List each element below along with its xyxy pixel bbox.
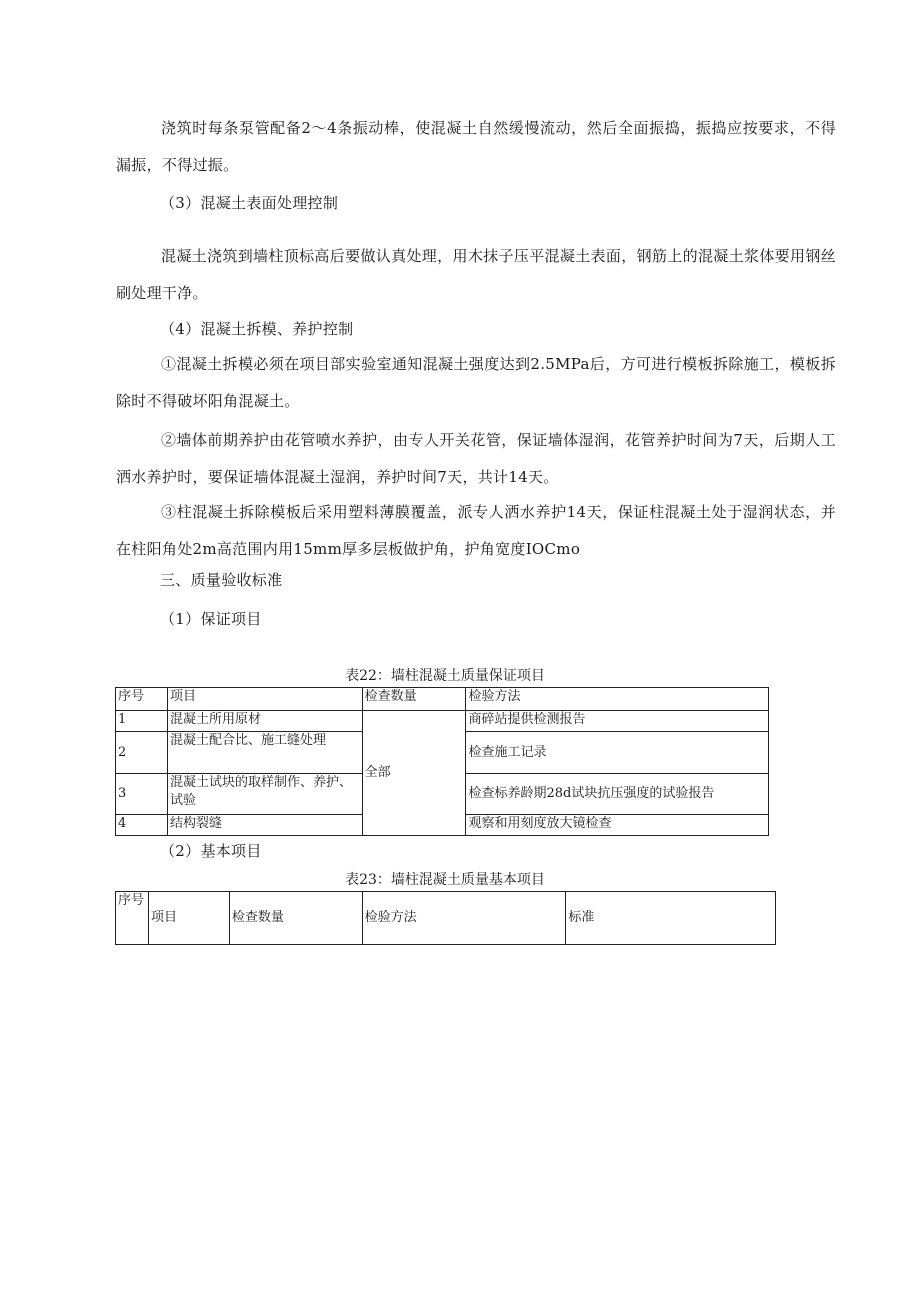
table23-header-standard: 标准 [566, 892, 776, 945]
table22-row2-item: 混凝土配合比、施工缝处理 [167, 732, 362, 774]
table23-header-method: 检验方法 [362, 892, 566, 945]
table22-row3-method: 检查标养龄期28d试块抗压强度的试验报告 [466, 774, 769, 815]
table22-row4-method: 观察和用刻度放大镜检查 [466, 815, 769, 836]
paragraph-formwork: ①混凝土拆模必须在项目部实验室通知混凝土强度达到2.5MPa后，方可进行模板拆除施工，模板拆除时不得破坏阳角混凝土。 [116, 355, 836, 410]
table22-header-method: 检验方法 [466, 688, 769, 711]
paragraph-surface: 混凝土浇筑到墙柱顶标高后要做认真处理，用木抹子压平混凝土表面，钢筋上的混凝土浆体要用钢丝刷处理干净。 [116, 247, 836, 302]
section-quality-standards: 三、质量验收标准 [160, 571, 283, 589]
table22-row2-method: 检查施工记录 [466, 732, 769, 774]
table22-row2-no: 2 [116, 732, 168, 774]
table22-header-no: 序号 [116, 688, 168, 711]
subheading-guarantee-items: （1）保证项目 [160, 610, 262, 628]
table22-header-item: 项目 [167, 688, 362, 711]
table23-header-no: 序号 [116, 892, 149, 945]
table22-row1-no: 1 [116, 711, 168, 732]
paragraph-column-curing: ③柱混凝土拆除模板后采用塑料薄膜覆盖，派专人洒水养护14天，保证柱混凝土处于湿润状态，并在柱阳角处2m高范围内用15mm厚多层板做护角，护角宽度IOCmo [116, 503, 836, 558]
table-row [116, 711, 769, 732]
table23 [115, 891, 776, 945]
table22-row3-item: 混凝土试块的取样制作、养护、试验 [167, 774, 362, 815]
table22-row4-item: 结构裂缝 [167, 815, 362, 836]
table22-row3-no: 3 [116, 774, 168, 815]
table22-header-quantity: 检查数量 [362, 688, 466, 711]
table22-row4-no: 4 [116, 815, 168, 836]
heading-formwork-curing: （4）混凝土拆模、养护控制 [160, 320, 354, 338]
table22-row1-method: 商碎站提供检测报告 [466, 711, 769, 732]
paragraph-wall-curing: ②墙体前期养护由花管喷水养护，由专人开关花管，保证墙体湿润，花管养护时间为7天，后期人工洒水养护时，要保证墙体混凝土湿润，养护时间7天，共计14天。 [116, 431, 836, 486]
subheading-basic-items: （2）基本项目 [160, 842, 262, 860]
table23-header-item: 项目 [148, 892, 229, 945]
table22-quantity-all: 全部 [362, 711, 466, 836]
table22-row1-item: 混凝土所用原材 [167, 711, 362, 732]
table22-header-row [116, 688, 769, 711]
table22-caption: 表22：墙柱混凝土质量保证项目 [345, 668, 545, 684]
table22 [115, 687, 769, 836]
table23-header-quantity: 检查数量 [229, 892, 362, 945]
table23-caption: 表23：墙柱混凝土质量基本项目 [345, 872, 545, 888]
table23-header-row [116, 892, 776, 945]
heading-surface-treatment: （3）混凝土表面处理控制 [160, 194, 339, 212]
paragraph-pour: 浇筑时每条泵管配备2～4条振动棒，使混凝土自然缓慢流动，然后全面振捣，振捣应按要求，不得漏振，不得过振。 [116, 119, 836, 174]
